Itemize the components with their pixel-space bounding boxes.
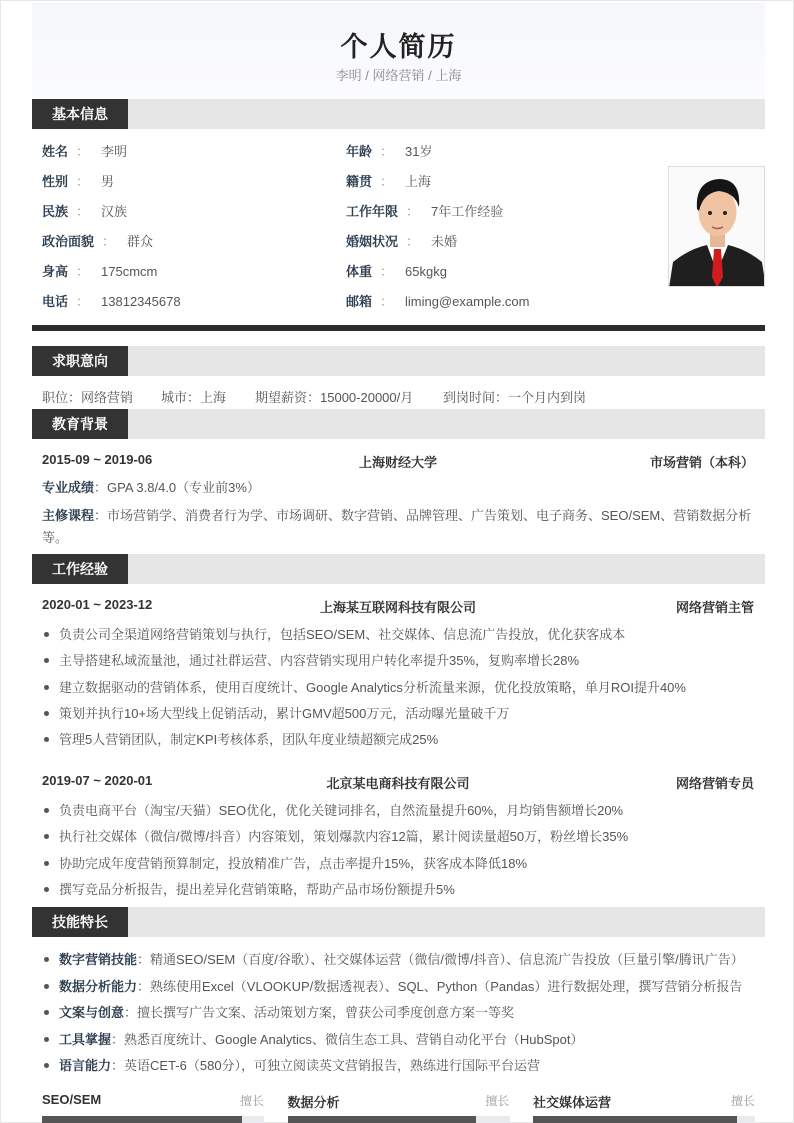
skill-label: 数字营销技能 — [59, 952, 138, 967]
section-education — [32, 409, 765, 439]
skill-text: ：熟悉百度统计、Google Analytics、微信生态工具、营销自动化平台（HubSpot） — [111, 1031, 584, 1047]
job-company: 上海某互联网科技有限公司 — [319, 600, 476, 615]
skill-bar-item — [533, 1092, 755, 1111]
gpa-label: 专业成绩 — [42, 480, 95, 495]
info-colon: ： — [380, 264, 394, 279]
skill-item — [42, 1029, 583, 1048]
info-colon: ： — [76, 294, 90, 309]
skill-progress-fill — [533, 1116, 737, 1123]
info-label: 姓名 — [42, 144, 69, 159]
skill-bar-name: 社交媒体运营 — [533, 1095, 612, 1110]
info-row-right — [346, 143, 433, 161]
section-basic-info — [32, 99, 765, 129]
info-label: 电话 — [42, 294, 69, 309]
info-value: liming@example.com — [405, 294, 530, 309]
job-company: 北京某电商科技有限公司 — [326, 776, 470, 791]
section-skills — [32, 907, 765, 937]
info-row-right — [346, 173, 431, 191]
info-colon: ： — [76, 264, 90, 279]
section-title: 求职意向 — [32, 346, 128, 376]
skill-progress-fill — [288, 1116, 477, 1123]
skill-progress-bar — [42, 1116, 264, 1123]
intent-arrival: 到岗时间：一个月内到岗 — [443, 390, 587, 405]
courses-label: 主修课程 — [42, 508, 95, 523]
avatar-icon — [669, 167, 765, 287]
job-bullet: 管理5人营销团队，制定KPI考核体系，团队年度业绩超额完成25% — [42, 729, 438, 748]
skill-item — [42, 1002, 514, 1021]
skill-label: 文案与创意 — [59, 1005, 125, 1020]
job-title: 网络营销主管 — [675, 600, 754, 615]
info-row-left — [42, 233, 153, 251]
info-colon: ： — [380, 144, 394, 159]
skill-bar-item — [288, 1092, 510, 1111]
skill-bar-item — [42, 1092, 264, 1109]
info-value: 未婚 — [431, 234, 458, 249]
job-bullet: 执行社交媒体（微信/微博/抖音）内容策划，策划爆款内容12篇，累计阅读量超50万，粉丝增长35% — [42, 826, 628, 845]
skill-progress-bar — [288, 1116, 510, 1123]
job-title: 网络营销专员 — [675, 776, 754, 791]
skill-label: 数据分析能力 — [59, 978, 138, 994]
info-label: 年龄 — [346, 144, 373, 159]
education-gpa — [42, 477, 754, 499]
intent-salary: 期望薪资：15000-20000/月 — [255, 390, 414, 405]
education-period: 2015-09 ~ 2019-06 — [42, 452, 153, 467]
job-bullet: 撰写竞品分析报告，提出差异化营销策略，帮助产品市场份额提升5% — [42, 879, 455, 898]
skill-item — [42, 976, 742, 995]
job-header — [42, 773, 754, 792]
info-value: 群众 — [127, 234, 154, 249]
info-row-right — [346, 263, 447, 281]
skill-text: ：英语CET-6（580分），可独立阅读英文营销报告，熟练进行国际平台运营 — [111, 1058, 541, 1073]
skill-bar-name: 数据分析 — [287, 1095, 340, 1110]
skill-bar-level: 擅长 — [485, 1094, 510, 1108]
skill-label: 语言能力 — [59, 1058, 112, 1073]
skill-bar-level: 擅长 — [730, 1094, 755, 1108]
job-bullet: 负责电商平台（淘宝/天猫）SEO优化，优化关键词排名，自然流量提升60%，月均销售额增长20% — [42, 800, 623, 819]
skill-bar-header — [288, 1092, 510, 1111]
job-period: 2019-07 ~ 2020-01 — [42, 773, 153, 788]
info-label: 体重 — [346, 264, 373, 279]
info-row-left — [42, 143, 127, 161]
info-colon: ： — [380, 294, 394, 309]
intent-position: 职位：网络营销 — [42, 390, 134, 405]
job-bullet: 主导搭建私域流量池，通过社群运营、内容营销实现用户转化率提升35%，复购率增长28% — [42, 650, 579, 669]
section-title: 教育背景 — [32, 409, 128, 439]
skill-bar-level: 擅长 — [239, 1094, 264, 1108]
info-colon: ： — [406, 234, 420, 249]
skill-bar-name: SEO/SEM — [42, 1092, 102, 1107]
info-label: 婚姻状况 — [346, 234, 399, 249]
info-value: 7年工作经验 — [431, 204, 504, 219]
divider — [32, 325, 765, 331]
skill-item — [42, 1055, 540, 1074]
info-colon: ： — [102, 234, 116, 249]
info-row-right — [346, 203, 503, 221]
skill-progress-fill — [42, 1116, 242, 1123]
skill-text: ：精通SEO/SEM（百度/谷歌）、社交媒体运营（微信/微博/抖音）、信息流广告投放（巨量引擎/腾讯广告） — [137, 952, 744, 967]
skill-text: ：擅长撰写广告文案、活动策划方案，曾获公司季度创意方案一等奖 — [124, 1005, 515, 1020]
job-period: 2020-01 ~ 2023-12 — [42, 597, 153, 612]
info-colon: ： — [406, 204, 420, 219]
skill-progress-bar — [533, 1116, 755, 1123]
section-title: 技能特长 — [32, 907, 128, 937]
job-header — [42, 597, 754, 616]
info-colon: ： — [76, 174, 90, 189]
info-row-left — [42, 173, 114, 191]
intent-city: 城市：上海 — [161, 390, 227, 405]
info-label: 邮箱 — [346, 294, 373, 309]
info-row-right — [346, 233, 457, 251]
info-colon: ： — [76, 204, 90, 219]
education-header — [42, 452, 754, 471]
education-major: 市场营销（本科） — [649, 455, 754, 470]
section-title: 基本信息 — [32, 99, 128, 129]
info-label: 政治面貌 — [42, 234, 95, 249]
info-value: 男 — [101, 174, 115, 189]
gpa-value: ：GPA 3.8/4.0（专业前3%） — [94, 480, 260, 495]
skill-item — [42, 949, 744, 968]
info-value: 李明 — [101, 144, 128, 159]
info-row-left — [42, 293, 181, 311]
page-subtitle: 李明 / 网络营销 / 上海 — [335, 68, 462, 83]
section-title: 工作经验 — [32, 554, 128, 584]
page-title: 个人简历 — [340, 32, 457, 62]
profile-photo — [668, 166, 765, 287]
courses-value: ：市场营销学、消费者行为学、市场调研、数字营销、品牌管理、广告策划、电子商务、SEO/SEM、营销数据分析等。 — [42, 508, 752, 545]
info-label: 性别 — [42, 174, 69, 189]
job-bullet: 负责公司全渠道网络营销策划与执行，包括SEO/SEM、社交媒体、信息流广告投放，优化获客成本 — [42, 624, 625, 643]
info-value: 上海 — [405, 174, 432, 189]
info-value: 175cmcm — [101, 264, 158, 279]
section-work — [32, 554, 765, 584]
info-row-left — [42, 263, 157, 281]
job-bullet: 建立数据驱动的营销体系，使用百度统计、Google Analytics分析流量来源，优化投放策略，单月ROI提升40% — [42, 677, 686, 696]
skill-text: ：熟练使用Excel（VLOOKUP/数据透视表）、SQL、Python（Pandas）进行数据处理，撰写营销分析报告 — [137, 978, 743, 994]
info-colon: ： — [76, 144, 90, 159]
job-bullet: 策划并执行10+场大型线上促销活动，累计GMV超500万元，活动曝光量破千万 — [42, 703, 509, 722]
education-school: 上海财经大学 — [358, 455, 437, 470]
info-label: 籍贯 — [346, 174, 373, 189]
info-label: 身高 — [42, 264, 69, 279]
info-value: 65kgkg — [405, 264, 447, 279]
info-row-right — [346, 293, 530, 311]
skill-bar-header — [533, 1092, 755, 1111]
info-label: 工作年限 — [346, 204, 399, 219]
info-value: 31岁 — [405, 144, 433, 159]
education-courses — [42, 505, 754, 549]
info-row-left — [42, 203, 127, 221]
skill-label: 工具掌握 — [59, 1031, 112, 1047]
info-colon: ： — [380, 174, 394, 189]
skill-bar-header — [42, 1092, 264, 1109]
job-bullet: 协助完成年度营销预算制定，投放精准广告，点击率提升15%，获客成本降低18% — [42, 853, 527, 872]
info-label: 民族 — [42, 204, 69, 219]
info-value: 13812345678 — [101, 294, 181, 309]
info-value: 汉族 — [101, 204, 128, 219]
section-job-intent — [32, 346, 765, 376]
